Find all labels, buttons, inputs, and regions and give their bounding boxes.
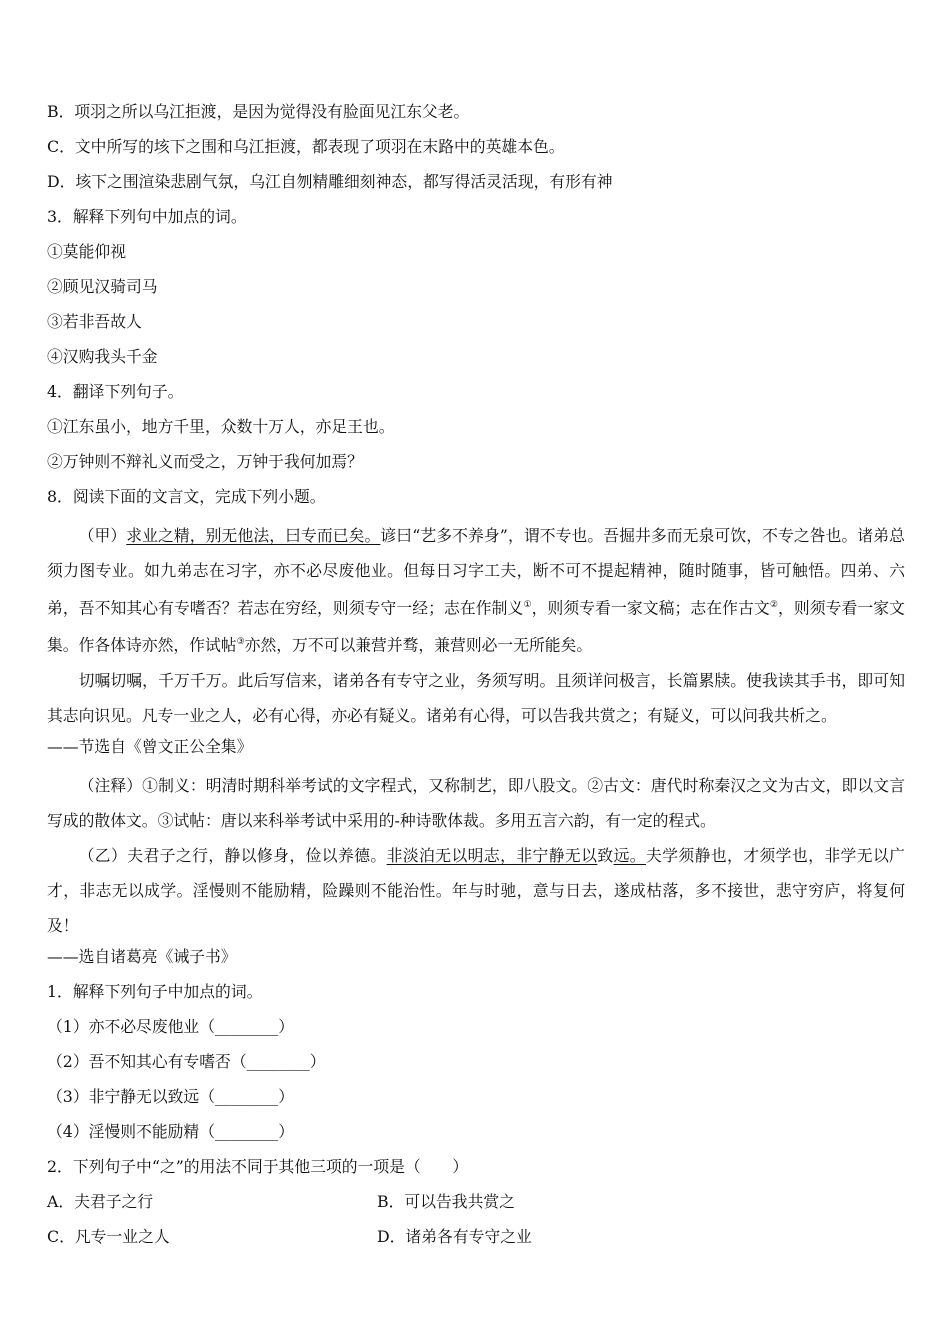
- text: 谚曰“艺多不养身”，谓不专也。吾掘井多而无泉可饮，不专之咎也。诸弟总须力图专业。如九弟志在习字，亦不必尽废他业。但每日习字工夫，断不可不提起精神，随时随事，皆可触悟。四弟、六弟，吾不知其心有专嗜否？若志在穷经，则须专守一经；志在作制义: [47, 526, 905, 618]
- document-page: [47, 98, 905, 1258]
- sub1-item: （4）淫慢则不能励精（________）: [47, 1121, 295, 1141]
- passage-jia-source: ——节选自《曾文正公全集》: [47, 736, 253, 756]
- sub2-options-row: [47, 1223, 905, 1258]
- passage-yi: [47, 838, 905, 943]
- sub2-option-b: B．可以告我共赏之: [377, 1191, 515, 1211]
- sub1-item: （2）吾不知其心有专嗜否（________）: [47, 1051, 326, 1071]
- question-3-title: 3．解释下列句中加点的词。: [47, 207, 247, 226]
- passage-label: （乙）: [78, 845, 128, 865]
- passage-notes: （注释）①制义：明清时期科举考试的文字程式，又称制艺，即八股文。②古文：唐代时称秦汉之文为古文，即以文言写成的散体文。③试帖：唐以来科举考试中采用的-种诗歌体裁。多用五言六韵，有一定的程式。: [47, 775, 905, 830]
- underlined-sentence: 非淡泊无以明志，非宁静无以: [386, 845, 598, 865]
- text: 夫学须静也，才须学也，非学无以广才，非志无以成学。淫慢则不能励精，险躁则不能治性。年与时驰，意与日去，遂成枯落，多不接世，悲守穷庐，将复何及！: [47, 845, 905, 935]
- sub1-item: （1）亦不必尽废他业（________）: [47, 1016, 295, 1036]
- passage-jia-p1: [47, 518, 905, 663]
- sub2-option-c: C．凡专一业之人: [47, 1226, 170, 1246]
- underlined-sentence: 远。: [613, 845, 646, 865]
- text: 亦然，万不可以兼营并骛，兼营则必一无所能矣。: [244, 635, 593, 655]
- sub1-item: （3）非宁静无以致远（________）: [47, 1086, 295, 1106]
- q4-item: ②万钟则不辩礼义而受之，万钟于我何加焉？: [47, 452, 363, 471]
- sub-question-2-title: 2．下列句子中“之”的用法不同于其他三项的一项是（ ）: [47, 1156, 469, 1176]
- sub2-options-row: [47, 1188, 905, 1223]
- question-4-title: 4．翻译下列句子。: [47, 382, 184, 401]
- text: 夫君子之行，静以修身，俭以养德。: [127, 845, 387, 865]
- sub-question-1-title: 1．解释下列句子中加点的词。: [47, 981, 263, 1001]
- text: ，则须专看一家文稿；志在作古文: [531, 598, 770, 618]
- option-b: B．项羽之所以乌江拒渡，是因为觉得没有脸面见江东父老。: [47, 102, 470, 121]
- passage-yi-source: ——选自诸葛亮《诫子书》: [47, 946, 237, 966]
- text: ，则须专看一家文集。作各体诗亦然，作试帖: [47, 598, 905, 655]
- q3-item: ③若非吾故人: [47, 312, 142, 331]
- sub2-option-a: A．夫君子之行: [47, 1191, 154, 1211]
- passage-jia-p2: 切嘱切嘱，千万千万。此后写信来，诸弟各有专守之业，务须写明。且须详问极言，长篇累牍。使我读其手书，即可知其志向识见。凡专一业之人，必有心得，亦必有疑义。诸弟有心得，可以告我共赏之；有疑义，可以问我共析之。: [47, 670, 905, 725]
- footnote-mark: ①: [523, 600, 532, 610]
- q3-item: ④汉购我头千金: [47, 347, 158, 366]
- footnote-mark: ②: [769, 600, 778, 610]
- passage-label: （甲）: [78, 526, 127, 545]
- q4-item: ①江东虽小，地方千里，众数十万人，亦足王也。: [47, 417, 395, 436]
- text: 致: [597, 845, 614, 865]
- q3-item: ②顾见汉骑司马: [47, 277, 158, 296]
- footnote-mark: ③: [236, 637, 245, 648]
- question-8-title: 8．阅读下面的文言文，完成下列小题。: [47, 487, 326, 506]
- q3-item: ①莫能仰视: [47, 242, 126, 261]
- sub2-option-d: D．诸弟各有专守之业: [377, 1226, 532, 1246]
- option-c: C．文中所写的垓下之围和乌江拒渡，都表现了项羽在末路中的英雄本色。: [47, 137, 565, 156]
- underlined-sentence: 求业之精，别无他法，曰专而已矣。: [126, 526, 381, 545]
- option-d: D．垓下之围渲染悲剧气氛，乌江自刎精雕细刻神态，都写得活灵活现，有形有神: [47, 172, 613, 191]
